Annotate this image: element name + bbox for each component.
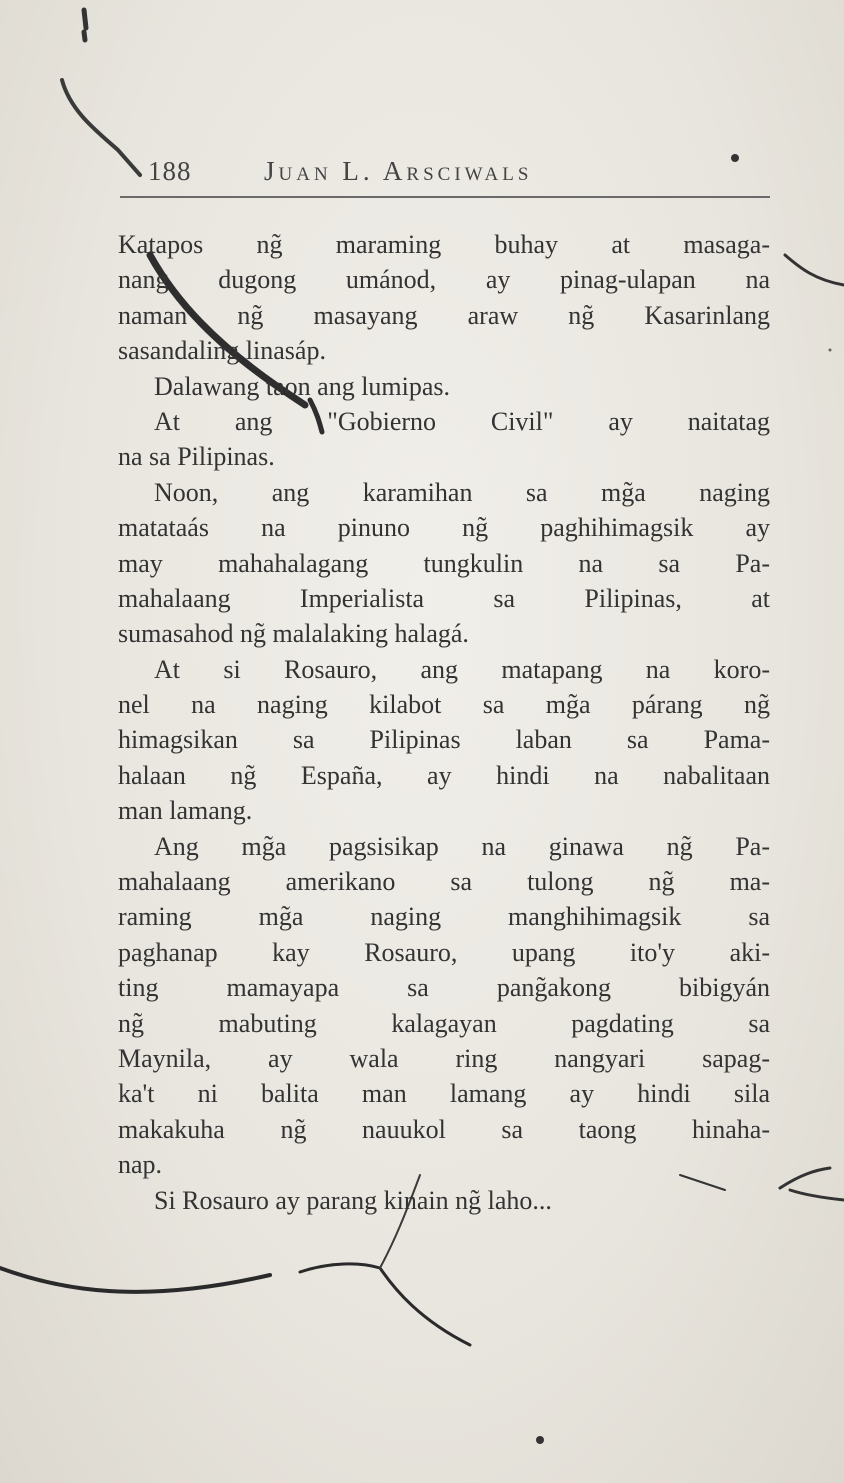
text-line: ting mamayapa sa pang̃akong bibigyán [118,973,770,1003]
text-line: paghanap kay Rosauro, upang ito'y aki- [118,937,770,967]
text-line: ng̃ mabuting kalagayan pagdating sa [118,1008,770,1038]
text-line: halaan ng̃ España, ay hindi na nabalitaan [118,760,770,790]
text-line: may mahahalagang tungkulin na sa Pa- [118,548,770,578]
body-text [118,227,770,1218]
running-title: Juan L. Arsciwals [264,156,533,186]
header-rule [120,196,770,198]
text-line: Maynila, ay wala ring nangyari sapag- [118,1043,770,1073]
text-line: nap. [118,1150,163,1180]
text-line: mahalaang amerikano sa tulong ng̃ ma- [118,867,770,897]
text-line: At si Rosauro, ang matapang na koro- [154,654,770,684]
text-line: sasandaling linasáp. [118,336,326,366]
text-line: nang dugong umánod, ay pinag-ulapan na [118,265,770,295]
text-line: nel na naging kilabot sa mg̃a párang ng̃ [118,690,770,720]
text-line: man lamang. [118,796,253,826]
text-line: matataás na pinuno ng̃ paghihimagsik ay [118,513,770,543]
text-line: na sa Pilipinas. [118,442,275,472]
text-line: raming mg̃a naging manghihimagsik sa [118,902,770,932]
text-line: At ang "Gobierno Civil" ay naitatag [154,406,770,436]
text-line: mahalaang Imperialista sa Pilipinas, at [118,583,770,613]
text-line: himagsikan sa Pilipinas laban sa Pama- [118,725,770,755]
text-line: ka't ni balita man lamang ay hindi sila [118,1079,770,1109]
text-line: Si Rosauro ay parang kinain ng̃ laho... [154,1185,552,1215]
text-line: makakuha ng̃ nauukol sa taong hinaha- [118,1114,770,1144]
text-line: sumasahod ng̃ malalaking halagá. [118,619,469,649]
page-number: 188 [148,156,192,186]
text-line: Dalawang taon ang lumipas. [154,371,451,401]
text-line: naman ng̃ masayang araw ng̃ Kasarinlang [118,300,770,330]
page-header [138,150,778,198]
text-line: Ang mg̃a pagsisikap na ginawa ng̃ Pa- [154,831,770,861]
text-line: Noon, ang karamihan sa mg̃a naging [154,477,770,507]
text-line: Katapos ng̃ maraming buhay at masaga- [118,230,770,259]
